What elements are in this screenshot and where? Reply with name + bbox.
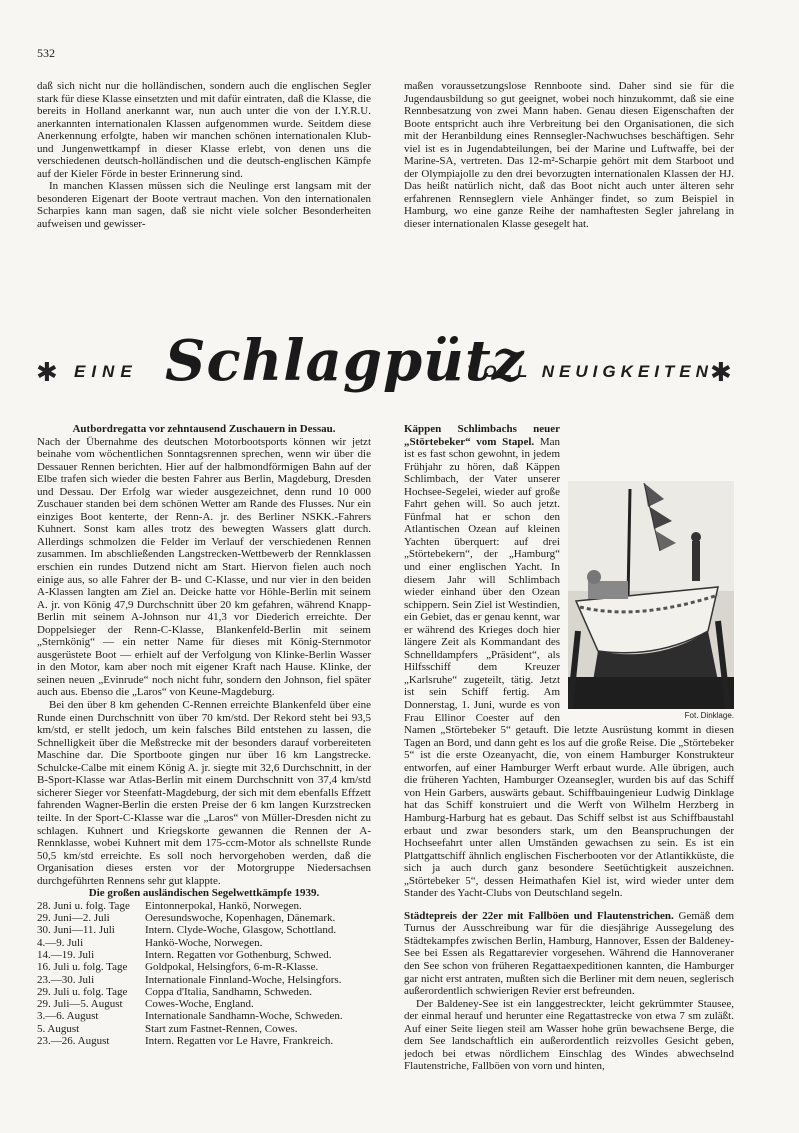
- top-left-column: [37, 80, 371, 231]
- yacht-photo: [568, 481, 734, 721]
- photo-credit: Fot. Dinklage.: [684, 711, 734, 721]
- paragraph: maßen voraussetzungslose Rennboote sind. Daher sind sie für die Jugendausbildung so gut geeignet, wobei noch hinzukommt, daß sie eine Rennbesatzung von zwei Mann haben. Genau diesen Eigenschaften der Boote entspricht auch ihre Verbreitung bei den Organisationen, die sich mit der Heranbildung eines Rennsegler-Nachwuchses beschäftigen. Sehr viel ist es in Jugendabteilungen, bei der Marine und Luftwaffe, bei der Marine-SA, vertreten. Das 12-m²-Scharpie gehört mit dem Starboot und der Olympiajolle zu den drei bevorzugten internationalen Klassen der HJ. Das heißt natürlich nicht, daß das Boot nicht auch unter älteren sehr erfahrenen Rennseglern viele Anhänger findet, so zum Beispiel in Hamburg, wo eine ganze Reihe der namhaftesten Segler jahrelang in dieser internationalen Klasse gesegelt hat.: [404, 80, 734, 231]
- table-row: [37, 937, 371, 949]
- article-heading: Autbordregatta vor zehntausend Zuschauern in Dessau.: [72, 423, 336, 435]
- row-date: 5. August: [37, 1022, 80, 1035]
- row-date: 16. Juli u. folg. Tage: [37, 961, 128, 974]
- row-event: Intern. Regatten vor Le Havre, Frankreich.: [145, 1035, 334, 1048]
- table-row: [37, 924, 371, 936]
- row-date: 23.—30. Juli: [37, 973, 95, 986]
- row-event: Start zum Fastnet-Rennen, Cowes.: [145, 1022, 298, 1035]
- table-row: [37, 986, 371, 998]
- row-date: 23.—26. August: [37, 1035, 110, 1048]
- row-date: 29. Juli—5. August: [37, 998, 123, 1011]
- row-date: 4.—9. Juli: [37, 936, 84, 949]
- table-row: [37, 1035, 371, 1047]
- row-event: Eintonnerpokal, Hankö, Norwegen.: [145, 899, 302, 912]
- row-event: Intern. Regatten vor Gothenburg, Schwed.: [145, 948, 332, 961]
- row-event: Goldpokal, Helsingfors, 6-m-R-Klasse.: [145, 961, 319, 974]
- row-date: 28. Juni u. folg. Tage: [37, 899, 130, 912]
- row-event: Intern. Clyde-Woche, Glasgow, Schottland.: [145, 924, 337, 937]
- section-banner: [30, 320, 770, 416]
- table-row: [37, 912, 371, 924]
- row-date: 14.—19. Juli: [37, 948, 95, 961]
- bottom-right-column: [404, 423, 734, 1073]
- row-date: 29. Juli u. folg. Tage: [37, 985, 128, 998]
- row-event: Internationale Sandhamn-Woche, Schweden.: [145, 1010, 343, 1023]
- article-heading: Käppen Schlimbachs neuer „Störtebeker“ vom Stapel.: [404, 423, 560, 448]
- row-date: 29. Juni—2. Juli: [37, 912, 110, 925]
- table-row: [37, 998, 371, 1010]
- article-heading: Städtepreis der 22er mit Fallböen und Flautenstrichen.: [404, 909, 674, 922]
- banner-word-voll-neuigkeiten: VOLL NEUIGKEITEN: [467, 362, 713, 381]
- table-row: [37, 974, 371, 986]
- table-row: [37, 949, 371, 961]
- row-event: Internationale Finnland-Woche, Helsingfors.: [145, 973, 342, 986]
- table-row: [37, 900, 371, 912]
- bottom-left-column: [37, 423, 371, 1047]
- row-date: 3.—6. August: [37, 1010, 99, 1023]
- table-row: [37, 1010, 371, 1022]
- row-event: Hankö-Woche, Norwegen.: [145, 936, 263, 949]
- yacht-launch-image: [568, 481, 734, 709]
- row-event: Oeresundswoche, Kopenhagen, Dänemark.: [145, 912, 336, 925]
- row-event: Cowes-Woche, England.: [145, 998, 254, 1011]
- paragraph: Bei den über 8 km gehenden C-Rennen erreichte Blankenfeld über eine Runde einen Durchschnitt von über 70 km/std. Der Rekord steht bei 93,5 km/std, er stellt jedoch, um kein falsches Bild entstehen zu lassen, die Schnelligkeit über die Meßstrecke mit der besonders darauf vorbereiteten Maschine dar. Die Sportboote gingen nur über 16 km Langstrecke. Schulcke-Calbe mit einem König A. jr. siegte mit 32,6 Durchschnitt, in der B-Sport-Klasse war Atlas-Berlin mit einem Durchschnitt von 37,4 km/std sicherer Sieger vor Steenfatt-Magdeburg, der sich mit dem ebenfalls Effzett fahrenden Wagner-Berlin die ersten Preise der 6 km langen Kurzstrecken teilte. In der Sport-C-Klasse war die „Laros“ von Müller-Dresden nicht zu schlagen. Kuhnert und Kriegskorte gewannen die Rennen der A-Rennklasse, wobei Kuhnert mit dem 175-ccm-Motor als schnellste Runde 50,5 km/std erreichte. Es soll noch hervorgehoben werden, daß die Organisation dieses ersten vor der Motorgruppe Niedersachsen durchgeführten Rennens sehr gut klappte.: [37, 699, 371, 887]
- paragraph: Gemäß dem Turnus der Ausschreibung war für die diesjährige Aussegelung des Städtekampfes zwischen Berlin, Hamburg, Hannover, Essen der Baldeney-See bei Essen als Regattarevier vorgesehen. Während die Hannoveraner den See schon von früheren Regattaexpeditionen kannten, die Hamburger gar nicht erst antraten, mußten sich die Berliner mit dem neuen, seglerisch außerordentlich schwierigen Revier erst befreunden.: [404, 909, 735, 998]
- row-date: 30. Juni—11. Juli: [37, 924, 115, 937]
- asterisk-icon: ✱: [36, 358, 58, 387]
- row-event: Coppa d'Italia, Sandhamn, Schweden.: [145, 985, 312, 998]
- paragraph: Der Baldeney-See ist ein langgestreckter, leicht gekrümmter Stausee, der einmal herauf und herunter eine Regattastrecke von etwa 7 sm zuläßt. Auf einer Seite liegen steil am Wasser hohe grün bewachsene Berge, die dem See landschaftlich ein außerordentlich reizvolles Gesicht geben, jedoch bei etwas nördlichem Einschlag des Windes abwechselnd Flautenstriche, Fallböen von vorn und hinten,: [404, 997, 734, 1073]
- banner-word-eine: EINE: [74, 362, 138, 381]
- table-title: Die großen ausländischen Segelwettkämpfe 1939.: [88, 887, 320, 900]
- paragraph: In manchen Klassen müssen sich die Neulinge erst langsam mit der besonderen Eigenart der Boote vertraut machen. Von den internationalen Scharpies kann man sagen, daß sie nicht viele solcher Besonderheiten aufweisen und gewisser-: [37, 180, 371, 231]
- regatta-table: [37, 900, 371, 1048]
- paragraph: Nach der Übernahme des deutschen Motorbootsports können wir jetzt beinahe vom wöchentlichen Sonntagsrennen sprechen, wenn wir über die Dessauer Rennen berichten. Hier auf der halbmondförmigen Bahn auf der Elbe trafen sich wieder die besten Fahrer aus Berlin, Magdeburg, Dresden und Dessau. Der Erfolg war wieder ausgezeichnet, denn rund 10 000 Zuschauer standen bei dem schönen Wetter am Rande des Flusses. Nur ein einziges Boot kenterte, der Renn-A. jr. des Berliner NSKK.-Fahrers Kuhnert. Sonst kam alles trotz des bewegten Wassers glatt durch. Allerdings schmolzen die Felder im Verlauf der verschiedenen Rennen zusammen. Im abschließenden Langstrecken-Wettbewerb der Rennklassen erschien ein rundes Dutzend nicht am Start. Hiervon fielen auch noch einige aus, so alle Fahrer der B- und C-Klasse, und nur vier in den beiden A-Klassen langten am Ziel an. Deicke hatte vor Höhle-Berlin mit seinem A. jr. von König 47,9 Durchschnitt über 20 km gefahren, während Knapp-Berlin mit seinem A-Johnson nur 41,3 vor Diederich erreichte. Der Doppelsieger der Renn-C-Klasse, Blankenfeld-Berlin mit seinem „Sternkönig“ — ein netter Name für dieses mit König-Sternmotor ausgerüstete Boot — erhielt auf der Verfolgung von Klinke-Berlin Wasser in den Motor, kam aber noch mit eigener Kraft nach Hause. Klinke, der seinen neuen „Evinrude“ noch nicht fuhr, sondern den Johnson, fiel später auch aus. Ebenso die „Laros“ von Keune-Magdeburg.: [37, 435, 371, 699]
- banner-title-script: Schlagpütz: [165, 328, 525, 394]
- top-right-column: [404, 80, 734, 231]
- asterisk-icon: ✱: [710, 358, 732, 387]
- table-row: [37, 1023, 371, 1035]
- page-number: 532: [37, 46, 55, 60]
- paragraph: Man ist es fast schon gewohnt, in jedem Frühjahr zu hören, daß Käppen Schlimbach, der Vater unserer Hochsee-Segelei, wieder auf große Fahrt gehen will. So auch jetzt. Fünfmal hat er schon den Atlantischen Ozean auf kleinen Yachten überquert: auf drei „Störtebekern“, der „Hamburg“ und einer englischen Yacht. In diesem Jahr will Schlimbach wieder einhand über den Ozean schippern. Sein Ziel ist Westindien, ein Gebiet, das er genau kennt, war er während des Krieges doch hier längere Zeit als Kommandant des Schnelldampfers „Präsident“, als Hilfsschiff dem Kreuzer „Karlsruhe“ zugeteilt, tätig. Jetzt ist sein Schiff fertig. Am Donnerstag, 1. Juni, wurde es von Frau Ellinor Coester auf den Namen „Störtebeker 5“ getauft. Die letzte Ausrüstung kommt in diesen Tagen an Bord, und dann geht es los auf die große Reise. Die „Störtebeker 5“ ist die erste Ozeanyacht, die, von einem Hamburger Konstrukteur entworfen, auf einer Hamburger Werft erbaut wurde. Alle übrigen, auch die früheren Yachten, Hamburger Ozeansegler, wurden bis auf das Schiff von Hein Garbers, auswärts gebaut. Schiffbauingenieur Ludwig Dinklage hat das Schiff konstruiert und die Werft von Wilhelm Herzberg in Hamburg-Harburg hat es gebaut. Das Schiff selbst ist aus Schiffbaustahl erbaut und zwar besonders stark, um den Beanspruchungen der Hochseefahrt unter allen Umständen gewachsen zu sein. Es ist ein Plattgattschiff ähnlich englischen Fischerbooten vor der Atlantikküste, die sich ja auch durch ganz besondere Seetüchtigkeit auszeichnen. „Störtebeker 5“, dessen Heimathafen Kiel ist, wird wieder unter dem Stander des Yacht-Clubs von Deutschland segeln.: [404, 435, 734, 900]
- paragraph: daß sich nicht nur die holländischen, sondern auch die englischen Segler stark für diese Klasse einsetzten und mit dafür eintraten, daß die Klasse, die bereits in Holland anerkannt war, nun auch unter die von der I.Y.R.U. anerkannten internationalen Klassen aufgenommen wurde. Seitdem diese Anerkennung erfolgte, haben wir manchen schönen internationalen Klub- und Jungenwettkampf in dieser Klasse erlebt, von denen uns die verschiedenen deutsch-holländischen und die deutsch-englischen Kämpfe auf der Kieler Förde in bester Erinnerung sind.: [37, 80, 371, 180]
- table-row: [37, 961, 371, 973]
